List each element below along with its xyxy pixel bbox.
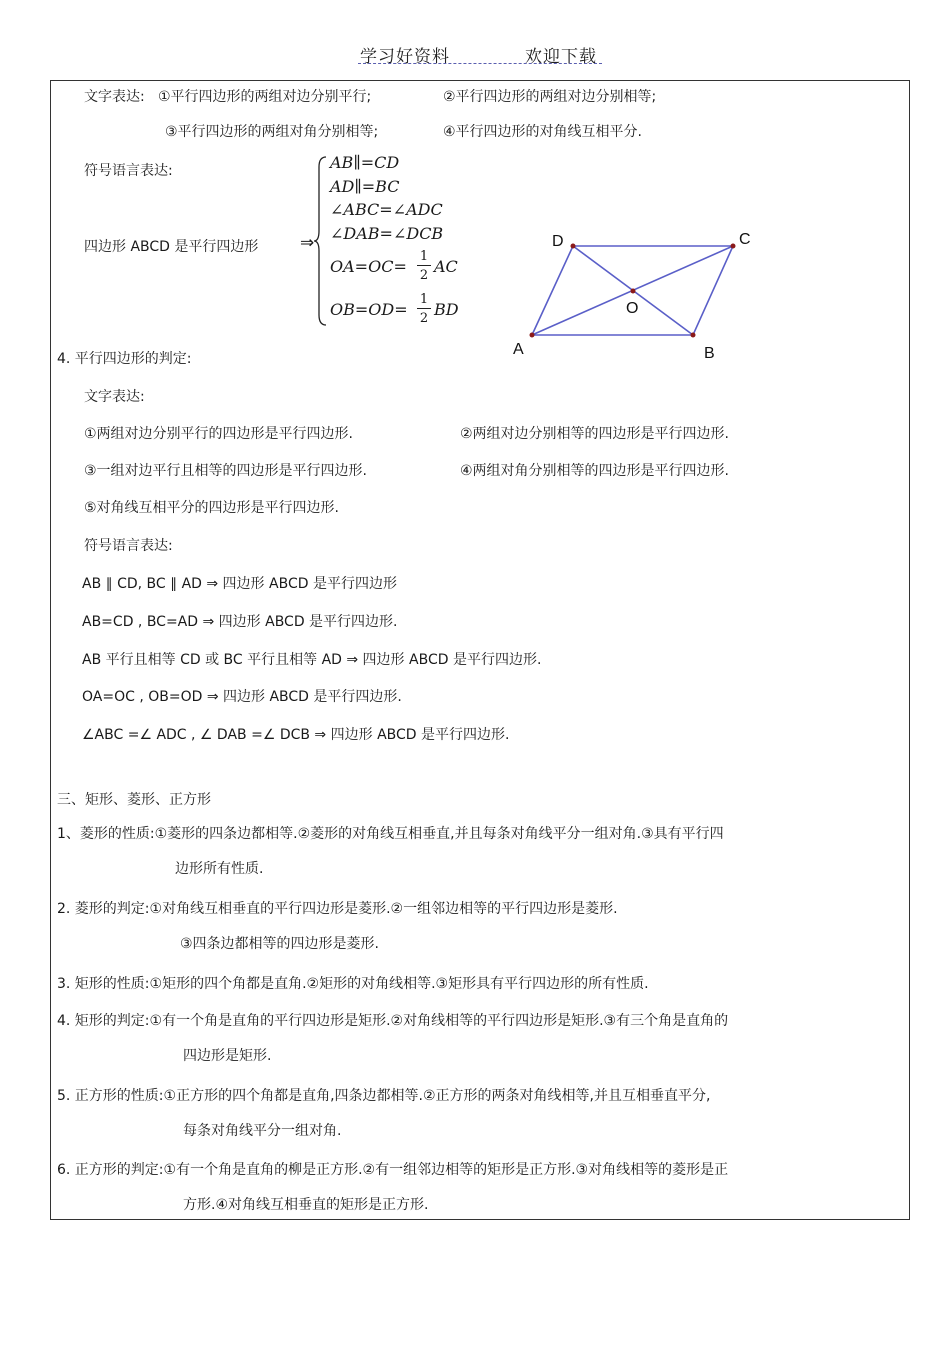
rectangle-criteria-cont: 四边形是矩形. [183,1048,272,1064]
formula-ob-od: OB=OD= [330,300,408,319]
criteria-symbol-4: OA=OC , OB=OD ⇒ 四边形 ABCD 是平行四边形. [82,689,402,705]
formula-ab-cd: AB∥=CD [330,153,400,172]
square-properties-cont: 每条对角线平分一组对角. [183,1123,342,1139]
prop-symbol-label: 符号语言表达: [84,163,173,179]
criteria-symbol-3: AB 平行且相等 CD 或 BC 平行且相等 AD ⇒ 四边形 ABCD 是平行四边形. [82,652,542,668]
criteria-text-label: 文字表达: [84,389,145,405]
point-o [631,289,636,294]
criteria-4: ④两组对角分别相等的四边形是平行四边形. [460,463,729,479]
fraction-bar-2 [417,308,431,309]
formula-ad-bc: AD∥=BC [330,177,400,196]
prop-premise: 四边形 ABCD 是平行四边形 [84,239,259,255]
prop-text-2: ②平行四边形的两组对边分别相等; [443,89,657,105]
fraction-num-1: 1 [419,249,429,264]
implies-arrow: ⇒ [300,233,315,253]
criteria-symbol-2: AB=CD , BC=AD ⇒ 四边形 ABCD 是平行四边形. [82,614,398,630]
formula-oa-oc: OA=OC= [330,257,407,276]
left-brace [314,155,330,327]
point-d [571,244,576,249]
rhombus-criteria-cont: ③四条边都相等的四边形是菱形. [180,936,380,952]
rhombus-properties-cont: 边形所有性质. [175,861,264,877]
criteria-2: ②两组对边分别相等的四边形是平行四边形. [460,426,729,442]
fraction-den-1: 2 [419,268,429,283]
label-d: D [552,233,564,250]
point-a [530,333,535,338]
criteria-1: ①两组对边分别平行的四边形是平行四边形. [84,426,353,442]
criteria-symbol-1: AB ∥ CD, BC ∥ AD ⇒ 四边形 ABCD 是平行四边形 [82,576,397,592]
criteria-symbol-5: ∠ABC =∠ ADC , ∠ DAB =∠ DCB ⇒ 四边形 ABCD 是平行四边形. [82,727,510,743]
header-underline [358,63,602,64]
formula-bd: BD [434,300,459,319]
rectangle-properties: 3. 矩形的性质:①矩形的四个角都是直角.②矩形的对角线相等.③矩形具有平行四边形的所有性质. [57,976,649,992]
rhombus-properties: 1、菱形的性质:①菱形的四条边都相等.②菱形的对角线互相垂直,并且每条对角线平分一组对角.③具有平行四 [57,826,724,842]
point-b [691,333,696,338]
label-a: A [513,341,524,358]
label-b: B [704,345,715,362]
criteria-3: ③一组对边平行且相等的四边形是平行四边形. [84,463,367,479]
prop-text-3: ③平行四边形的两组对角分别相等; [165,124,379,140]
square-properties: 5. 正方形的性质:①正方形的四个角都是直角,四条边都相等.②正方形的两条对角线相等,并且互相垂直平分, [57,1088,711,1104]
prop-text-1: ①平行四边形的两组对边分别平行; [158,89,372,105]
formula-angle-dab: ∠DAB=∠DCB [330,224,444,243]
square-criteria-cont: 方形.④对角线互相垂直的矩形是正方形. [183,1197,429,1213]
fraction-bar-1 [417,265,431,266]
prop-text-label: 文字表达: [84,89,145,105]
rhombus-criteria: 2. 菱形的判定:①对角线互相垂直的平行四边形是菱形.②一组邻边相等的平行四边形是菱形. [57,901,618,917]
label-o: O [626,300,639,317]
rectangle-criteria: 4. 矩形的判定:①有一个角是直角的平行四边形是矩形.②对角线相等的平行四边形是矩形.③有三个角是直角的 [57,1013,729,1029]
header-right: 欢迎下载 [525,47,597,67]
section3-title: 三、矩形、菱形、正方形 [57,792,211,808]
formula-angle-abc: ∠ABC=∠ADC [330,200,443,219]
point-c [731,244,736,249]
prop-text-4: ④平行四边形的对角线互相平分. [443,124,643,140]
square-criteria: 6. 正方形的判定:①有一个角是直角的柳是正方形.②有一组邻边相等的矩形是正方形.③对角线相等的菱形是正 [57,1162,729,1178]
criteria-5: ⑤对角线互相平分的四边形是平行四边形. [84,500,339,516]
label-c: C [739,231,751,248]
fraction-den-2: 2 [419,311,429,326]
criteria-symbol-label: 符号语言表达: [84,538,173,554]
parallelogram-figure [500,225,770,365]
header-left: 学习好资料 [360,47,450,67]
fraction-num-2: 1 [419,292,429,307]
formula-ac: AC [434,257,458,276]
criteria-title: 4. 平行四边形的判定: [57,351,192,367]
